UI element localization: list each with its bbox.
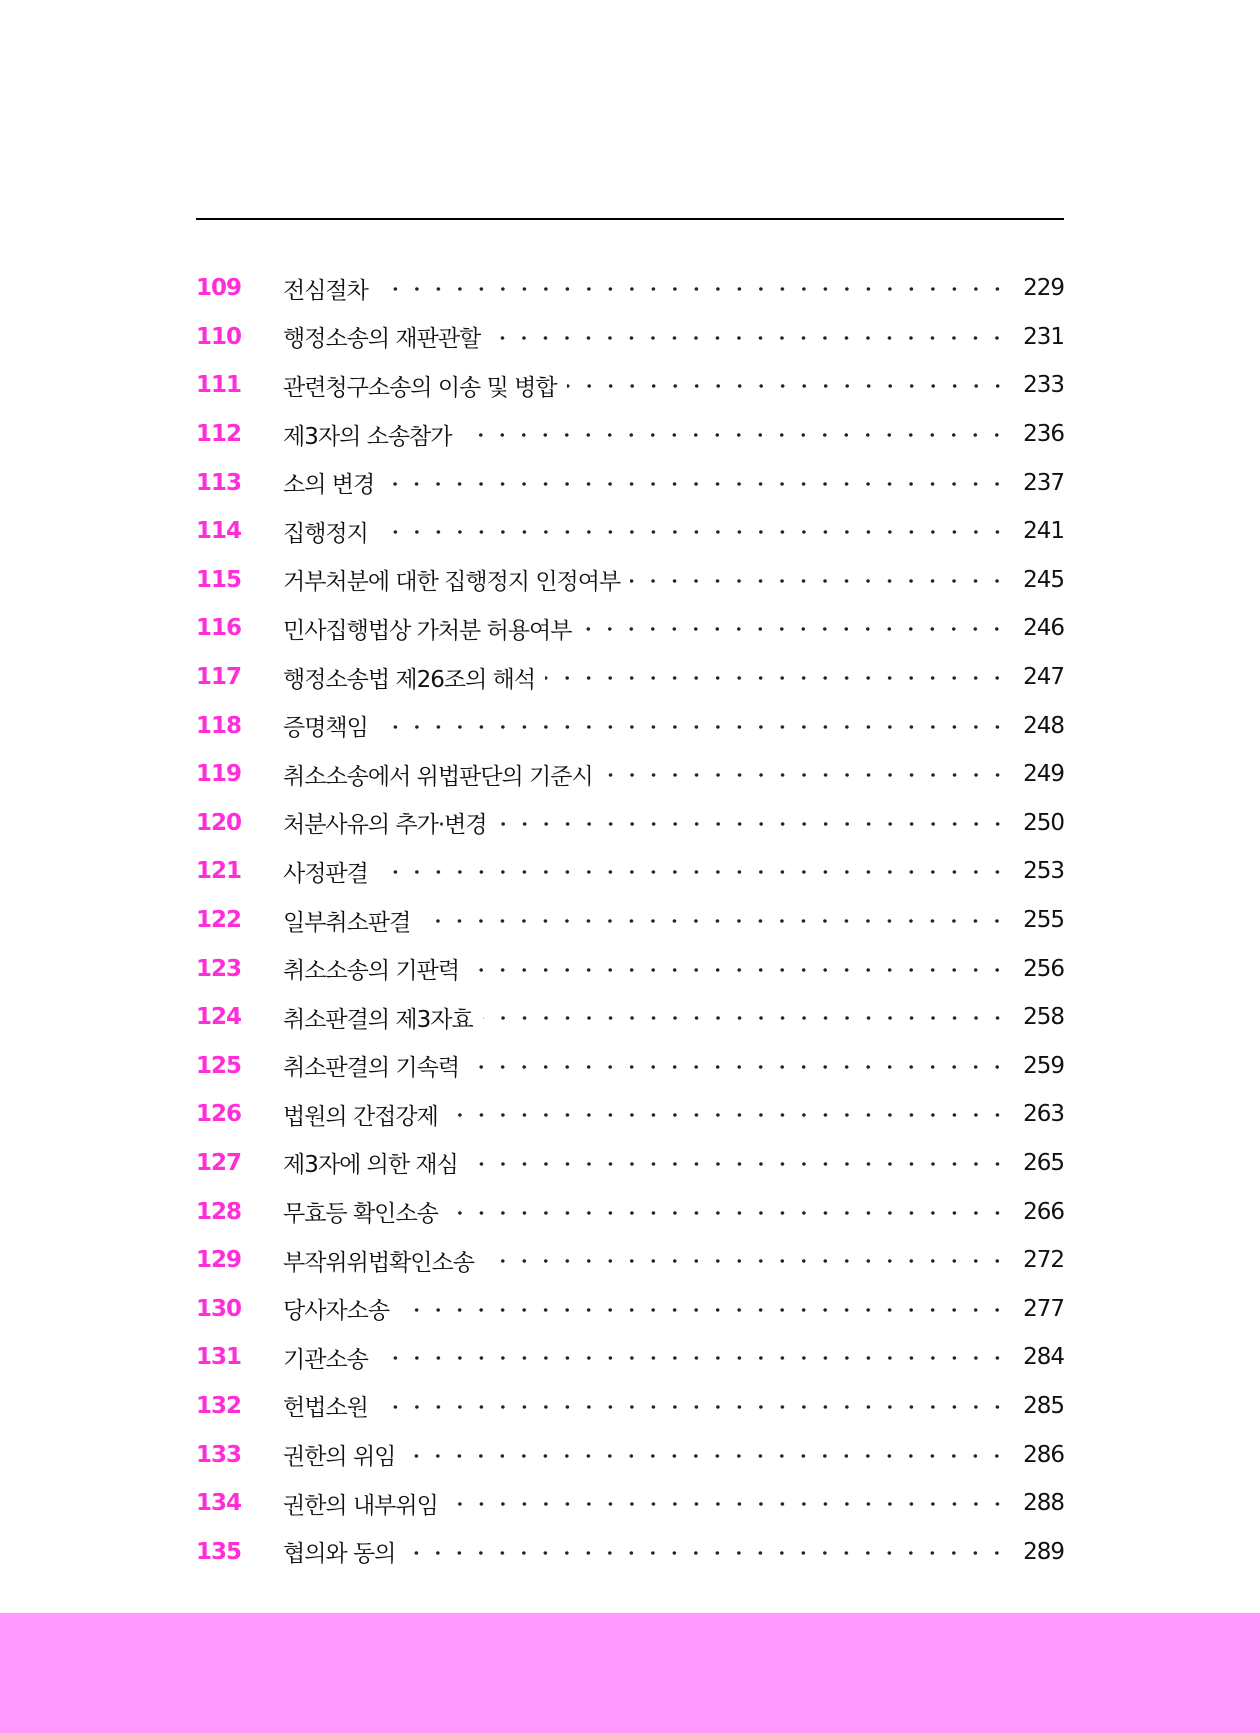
dot-leader [399,1308,1008,1312]
toc-entry[interactable] [196,1333,1064,1382]
toc-entry[interactable] [196,361,1064,410]
entry-page: 245 [1023,566,1064,593]
entry-page: 241 [1023,518,1064,545]
entry-title: 관련청구소송의 이송 및 병합 [283,374,557,401]
entry-number: 126 [196,1101,242,1128]
entry-title: 소의 변경 [283,472,375,499]
entry-title: 제3자에 의한 재심 [283,1152,458,1179]
dot-leader [378,725,1008,729]
entry-number: 128 [196,1198,242,1225]
entry-number: 119 [196,761,242,788]
entry-number: 124 [196,1004,242,1031]
dot-leader [378,287,1008,291]
dot-leader [378,1356,1008,1360]
toc-entry[interactable] [196,313,1064,362]
toc-entry[interactable] [196,653,1064,702]
entry-page: 246 [1023,615,1064,642]
entry-title: 취소판결의 기속력 [283,1055,460,1082]
toc-entry[interactable] [196,1382,1064,1431]
entry-number: 131 [196,1344,242,1371]
dot-leader [420,919,1008,923]
entry-number: 118 [196,712,242,739]
toc-entry[interactable] [196,1284,1064,1333]
toc-entry[interactable] [196,944,1064,993]
entry-page: 284 [1023,1344,1064,1371]
dot-leader [630,579,1008,583]
dot-leader [545,676,1008,680]
toc-entry[interactable] [196,1187,1064,1236]
entry-page: 231 [1023,323,1064,350]
dot-leader [405,1551,1008,1555]
entry-title: 민사집행법상 가처분 허용여부 [283,617,572,644]
dot-leader [603,773,1008,777]
entry-page: 277 [1023,1295,1064,1322]
entry-title: 일부취소판결 [283,909,411,936]
entry-title: 집행정지 [283,520,368,547]
entry-title: 권한의 위임 [283,1444,396,1471]
toc-entry[interactable] [196,701,1064,750]
dot-leader [378,870,1008,874]
entry-number: 133 [196,1441,242,1468]
entry-number: 120 [196,809,242,836]
toc-entry[interactable] [196,1527,1064,1576]
dot-leader [483,1016,1008,1020]
dot-leader [461,433,1008,437]
entry-page: 288 [1023,1490,1064,1517]
entry-page: 249 [1023,761,1064,788]
entry-title: 취소판결의 제3자효 [283,1006,473,1033]
dot-leader [581,627,1008,631]
entry-number: 132 [196,1392,242,1419]
entry-page: 263 [1023,1101,1064,1128]
entry-title: 취소소송에서 위법판단의 기준시 [283,763,593,790]
entry-page: 253 [1023,858,1064,885]
entry-page: 285 [1023,1392,1064,1419]
entry-title: 사정판결 [283,860,368,887]
entry-number: 112 [196,421,242,448]
entry-number: 134 [196,1490,242,1517]
toc-entry[interactable] [196,1236,1064,1285]
dot-leader [448,1113,1008,1117]
dot-leader [378,1405,1008,1409]
entry-page: 248 [1023,712,1064,739]
entry-title: 제3자의 소송참가 [283,423,452,450]
dot-leader [405,1454,1008,1458]
toc-entry[interactable] [196,604,1064,653]
entry-page: 247 [1023,664,1064,691]
toc-entry[interactable] [196,556,1064,605]
entry-page: 258 [1023,1004,1064,1031]
entry-title: 권한의 내부위임 [283,1492,438,1519]
entry-number: 130 [196,1295,242,1322]
entry-number: 110 [196,323,242,350]
toc-entry[interactable] [196,410,1064,459]
entry-number: 135 [196,1538,242,1565]
toc-entry[interactable] [196,1430,1064,1479]
entry-page: 265 [1023,1149,1064,1176]
toc-entry[interactable] [196,1479,1064,1528]
entry-title: 헌법소원 [283,1395,368,1422]
entry-title: 당사자소송 [283,1298,390,1325]
entry-number: 121 [196,858,242,885]
dot-leader [468,1162,1008,1166]
footer-band [0,1613,1260,1733]
entry-page: 286 [1023,1441,1064,1468]
toc-entry[interactable] [196,1090,1064,1139]
toc-entry[interactable] [196,1042,1064,1091]
entry-page: 236 [1023,421,1064,448]
dot-leader [490,336,1008,340]
entry-title: 법원의 간접강제 [283,1103,438,1130]
dot-leader [497,822,1008,826]
entry-title: 처분사유의 추가·변경 [283,812,487,839]
table-of-contents [196,264,1064,1576]
entry-page: 250 [1023,809,1064,836]
entry-number: 122 [196,907,242,934]
entry-page: 289 [1023,1538,1064,1565]
toc-entry[interactable] [196,750,1064,799]
entry-number: 111 [196,372,242,399]
dot-leader [384,482,1008,486]
toc-entry[interactable] [196,458,1064,507]
entry-number: 127 [196,1149,242,1176]
entry-number: 129 [196,1247,242,1274]
entry-number: 114 [196,518,242,545]
toc-entry[interactable] [196,993,1064,1042]
entry-page: 266 [1023,1198,1064,1225]
entry-page: 259 [1023,1052,1064,1079]
toc-entry[interactable] [196,1139,1064,1188]
entry-number: 113 [196,469,242,496]
entry-number: 116 [196,615,242,642]
entry-number: 123 [196,955,242,982]
dot-leader [567,384,1008,388]
entry-title: 증명책임 [283,715,368,742]
entry-title: 취소소송의 기판력 [283,958,460,985]
entry-title: 행정소송법 제26조의 해석 [283,666,536,693]
dot-leader [484,1259,1008,1263]
header-rule [196,218,1064,220]
entry-number: 125 [196,1052,242,1079]
entry-title: 협의와 동의 [283,1541,396,1568]
dot-leader [448,1211,1008,1215]
toc-entry[interactable] [196,896,1064,945]
entry-page: 229 [1023,275,1064,302]
entry-number: 109 [196,275,242,302]
entry-page: 256 [1023,955,1064,982]
entry-title: 기관소송 [283,1346,368,1373]
toc-entry[interactable] [196,799,1064,848]
entry-title: 전심절차 [283,277,368,304]
entry-number: 115 [196,566,242,593]
entry-title: 행정소송의 재판관할 [283,326,481,353]
dot-leader [378,530,1008,534]
entry-number: 117 [196,664,242,691]
entry-page: 272 [1023,1247,1064,1274]
entry-title: 무효등 확인소송 [283,1201,438,1228]
toc-entry[interactable] [196,264,1064,313]
dot-leader [469,968,1008,972]
entry-title: 거부처분에 대한 집행정지 인정여부 [283,569,621,596]
dot-leader [469,1065,1008,1069]
toc-entry[interactable] [196,507,1064,556]
entry-page: 237 [1023,469,1064,496]
toc-entry[interactable] [196,847,1064,896]
entry-page: 233 [1023,372,1064,399]
dot-leader [448,1502,1008,1506]
entry-page: 255 [1023,907,1064,934]
entry-title: 부작위위법확인소송 [283,1249,474,1276]
